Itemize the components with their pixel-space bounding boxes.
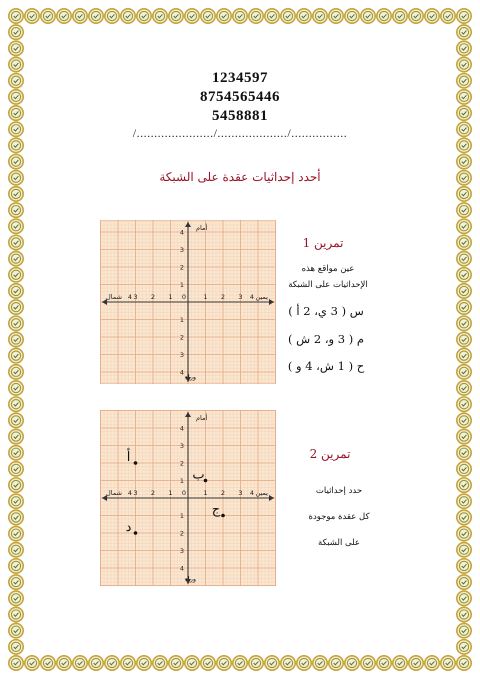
x-tick-label: 3 <box>238 293 243 301</box>
border-ring <box>329 9 343 23</box>
border-ring <box>9 510 23 524</box>
x-tick-label: 1 <box>203 293 208 301</box>
border-ring <box>137 9 151 23</box>
y-tick-label: 4 <box>179 228 185 237</box>
border-ring <box>457 494 471 508</box>
direction-north-label: أمام <box>196 414 208 422</box>
border-ring <box>9 154 23 168</box>
direction-east-label: يمين <box>255 489 268 497</box>
border-ring <box>457 365 471 379</box>
border-ring <box>457 41 471 55</box>
exercise1-grid <box>100 220 276 384</box>
exercise1-title: تمرين 1 <box>302 236 344 250</box>
border-ring <box>313 9 327 23</box>
border-ring <box>9 462 23 476</box>
border-ring <box>457 300 471 314</box>
x-tick-label: 4 <box>249 489 255 497</box>
border-ring <box>105 9 119 23</box>
border-ring <box>201 656 215 670</box>
grid-point-label: أ <box>126 450 131 465</box>
y-tick-label: 1 <box>179 512 185 520</box>
x-tick-label: 2 <box>150 489 156 497</box>
border-ring <box>457 316 471 330</box>
border-ring <box>457 526 471 540</box>
border-ring <box>9 203 23 217</box>
x-tick-label: 2 <box>220 489 226 497</box>
border-ring <box>41 656 55 670</box>
direction-north-label: أمام <box>196 224 208 232</box>
border-ring <box>457 203 471 217</box>
border-ring <box>89 9 103 23</box>
border-ring <box>249 9 263 23</box>
y-tick-label: 2 <box>179 459 185 468</box>
grid-point-label: د <box>125 520 132 535</box>
y-tick-label: 1 <box>179 316 185 324</box>
border-ring <box>457 413 471 427</box>
x-tick-label: 0 <box>181 489 187 497</box>
border-ring <box>153 9 167 23</box>
border-ring <box>457 154 471 168</box>
border-ring <box>9 575 23 589</box>
header-number-3: 5458881 <box>212 108 268 124</box>
border-ring <box>377 9 391 23</box>
border-ring <box>457 9 471 23</box>
border-ring <box>137 656 151 670</box>
x-tick-label: 4 <box>127 489 133 497</box>
border-ring <box>9 559 23 573</box>
border-ring <box>9 268 23 282</box>
border-ring <box>9 187 23 201</box>
border-ring <box>457 187 471 201</box>
border-ring <box>393 656 407 670</box>
border-ring <box>9 300 23 314</box>
border-ring <box>457 284 471 298</box>
border-ring <box>457 25 471 39</box>
y-tick-label: 3 <box>179 351 185 359</box>
worksheet-title: أحدد إحداثيات عقدة على الشبكة <box>159 170 321 184</box>
border-ring <box>329 656 343 670</box>
border-ring <box>425 656 439 670</box>
x-tick-label: 1 <box>168 489 173 497</box>
border-ring <box>9 607 23 621</box>
border-ring <box>457 607 471 621</box>
y-tick-label: 3 <box>179 246 185 254</box>
border-ring <box>297 9 311 23</box>
border-ring <box>393 9 407 23</box>
border-ring <box>9 656 23 670</box>
border-ring <box>9 235 23 249</box>
exercise1-coord-1: س ( 3 ي، 2 أ ) <box>288 304 364 318</box>
exercise2-instructions <box>284 478 394 556</box>
border-ring <box>105 656 119 670</box>
x-tick-label: 3 <box>133 489 138 497</box>
date-line: /....................../..................../................ <box>132 126 348 140</box>
exercise1-instructions <box>273 261 383 293</box>
border-ring <box>153 656 167 670</box>
border-ring <box>9 41 23 55</box>
border-ring <box>169 9 183 23</box>
border-ring <box>377 656 391 670</box>
x-tick-label: 4 <box>249 293 255 301</box>
border-ring <box>457 559 471 573</box>
border-ring <box>361 9 375 23</box>
x-tick-label: 2 <box>150 293 156 301</box>
border-ring <box>249 656 263 670</box>
border-ring <box>425 9 439 23</box>
border-ring <box>313 656 327 670</box>
border-ring <box>297 656 311 670</box>
grid-point-label: ب <box>192 467 205 483</box>
exercise2-instruction-line: كل عقدة موجودة <box>308 512 370 522</box>
border-ring <box>9 478 23 492</box>
x-tick-label: 2 <box>220 293 226 301</box>
border-ring <box>457 219 471 233</box>
direction-west-label: شمال <box>106 293 122 301</box>
border-ring <box>9 9 23 23</box>
x-tick-label: 3 <box>238 489 243 497</box>
border-ring <box>457 543 471 557</box>
y-tick-label: 1 <box>179 281 185 289</box>
direction-west-label: شمال <box>106 489 122 497</box>
y-tick-label: 3 <box>179 547 185 555</box>
border-ring <box>409 656 423 670</box>
border-ring <box>457 348 471 362</box>
border-ring <box>25 9 39 23</box>
x-tick-label: 1 <box>203 489 208 497</box>
border-ring <box>9 219 23 233</box>
border-ring <box>9 413 23 427</box>
border-ring <box>457 251 471 265</box>
direction-south-label: وراء <box>184 575 196 583</box>
exercise1-coord-2: م ( 3 و، 2 ش ) <box>288 332 364 346</box>
border-ring <box>281 656 295 670</box>
x-tick-label: 1 <box>168 293 173 301</box>
header-number-1: 1234597 <box>212 70 268 86</box>
border-ring <box>441 656 455 670</box>
border-ring <box>233 656 247 670</box>
border-ring <box>457 429 471 443</box>
y-tick-label: 4 <box>179 424 185 433</box>
border-ring <box>457 381 471 395</box>
border-ring <box>73 656 87 670</box>
border-ring <box>9 251 23 265</box>
border-ring <box>185 656 199 670</box>
border-ring <box>457 446 471 460</box>
border-ring <box>457 640 471 654</box>
border-ring <box>25 656 39 670</box>
grid-point <box>134 461 138 465</box>
border-ring <box>9 591 23 605</box>
y-tick-label: 2 <box>179 529 185 538</box>
border-ring <box>9 446 23 460</box>
border-ring <box>9 284 23 298</box>
grid-point <box>221 514 225 518</box>
border-ring <box>185 9 199 23</box>
x-tick-label: 3 <box>133 293 138 301</box>
border-ring <box>201 9 215 23</box>
border-ring <box>345 9 359 23</box>
border-ring <box>169 656 183 670</box>
border-ring <box>9 348 23 362</box>
exercise1-instruction-line: الإحداثيات على الشبكة <box>288 280 368 290</box>
border-ring <box>121 9 135 23</box>
exercise2-instruction-line: حدد إحداثيات <box>315 486 363 496</box>
border-ring <box>121 656 135 670</box>
exercise1-instruction-line: عين مواقع هذه <box>301 264 355 274</box>
x-tick-label: 0 <box>181 293 187 301</box>
grid-point-label: ج <box>211 502 221 518</box>
border-ring <box>457 575 471 589</box>
y-tick-label: 2 <box>179 263 185 272</box>
border-ring <box>345 656 359 670</box>
border-ring <box>457 235 471 249</box>
exercise2-title: تمرين 2 <box>309 447 351 461</box>
border-ring <box>457 623 471 637</box>
border-ring <box>457 462 471 476</box>
border-ring <box>9 543 23 557</box>
border-ring <box>457 510 471 524</box>
border-ring <box>9 640 23 654</box>
border-ring <box>217 9 231 23</box>
border-ring <box>265 656 279 670</box>
y-tick-label: 4 <box>179 368 185 377</box>
x-tick-label: 4 <box>127 293 133 301</box>
y-tick-label: 2 <box>179 333 185 342</box>
border-ring <box>9 429 23 443</box>
border-ring <box>57 656 71 670</box>
border-ring <box>409 9 423 23</box>
border-ring <box>73 9 87 23</box>
y-tick-label: 1 <box>179 477 185 485</box>
border-ring <box>441 9 455 23</box>
border-ring <box>361 656 375 670</box>
direction-east-label: يمين <box>255 293 268 301</box>
border-ring <box>9 365 23 379</box>
border-ring <box>217 656 231 670</box>
exercise1-coord-3: ح ( 1 ش، 4 و ) <box>287 359 365 373</box>
direction-south-label: وراء <box>184 373 196 381</box>
border-ring <box>9 316 23 330</box>
border-ring <box>457 591 471 605</box>
header-number-2: 8754565446 <box>200 89 280 105</box>
y-tick-label: 4 <box>179 564 185 573</box>
border-ring <box>457 332 471 346</box>
border-ring <box>9 494 23 508</box>
border-ring <box>457 268 471 282</box>
border-ring <box>457 397 471 411</box>
border-ring <box>57 9 71 23</box>
border-ring <box>281 9 295 23</box>
border-ring <box>457 656 471 670</box>
border-ring <box>265 9 279 23</box>
border-ring <box>9 526 23 540</box>
border-ring <box>233 9 247 23</box>
exercise2-instruction-line: على الشبكة <box>317 538 361 548</box>
border-ring <box>9 397 23 411</box>
border-ring <box>9 332 23 346</box>
border-ring <box>9 381 23 395</box>
border-ring <box>41 9 55 23</box>
border-ring <box>9 623 23 637</box>
border-ring <box>457 478 471 492</box>
border-ring <box>89 656 103 670</box>
border-ring <box>9 25 23 39</box>
grid-point <box>134 531 138 535</box>
y-tick-label: 3 <box>179 442 185 450</box>
exercise2-grid <box>100 410 276 586</box>
